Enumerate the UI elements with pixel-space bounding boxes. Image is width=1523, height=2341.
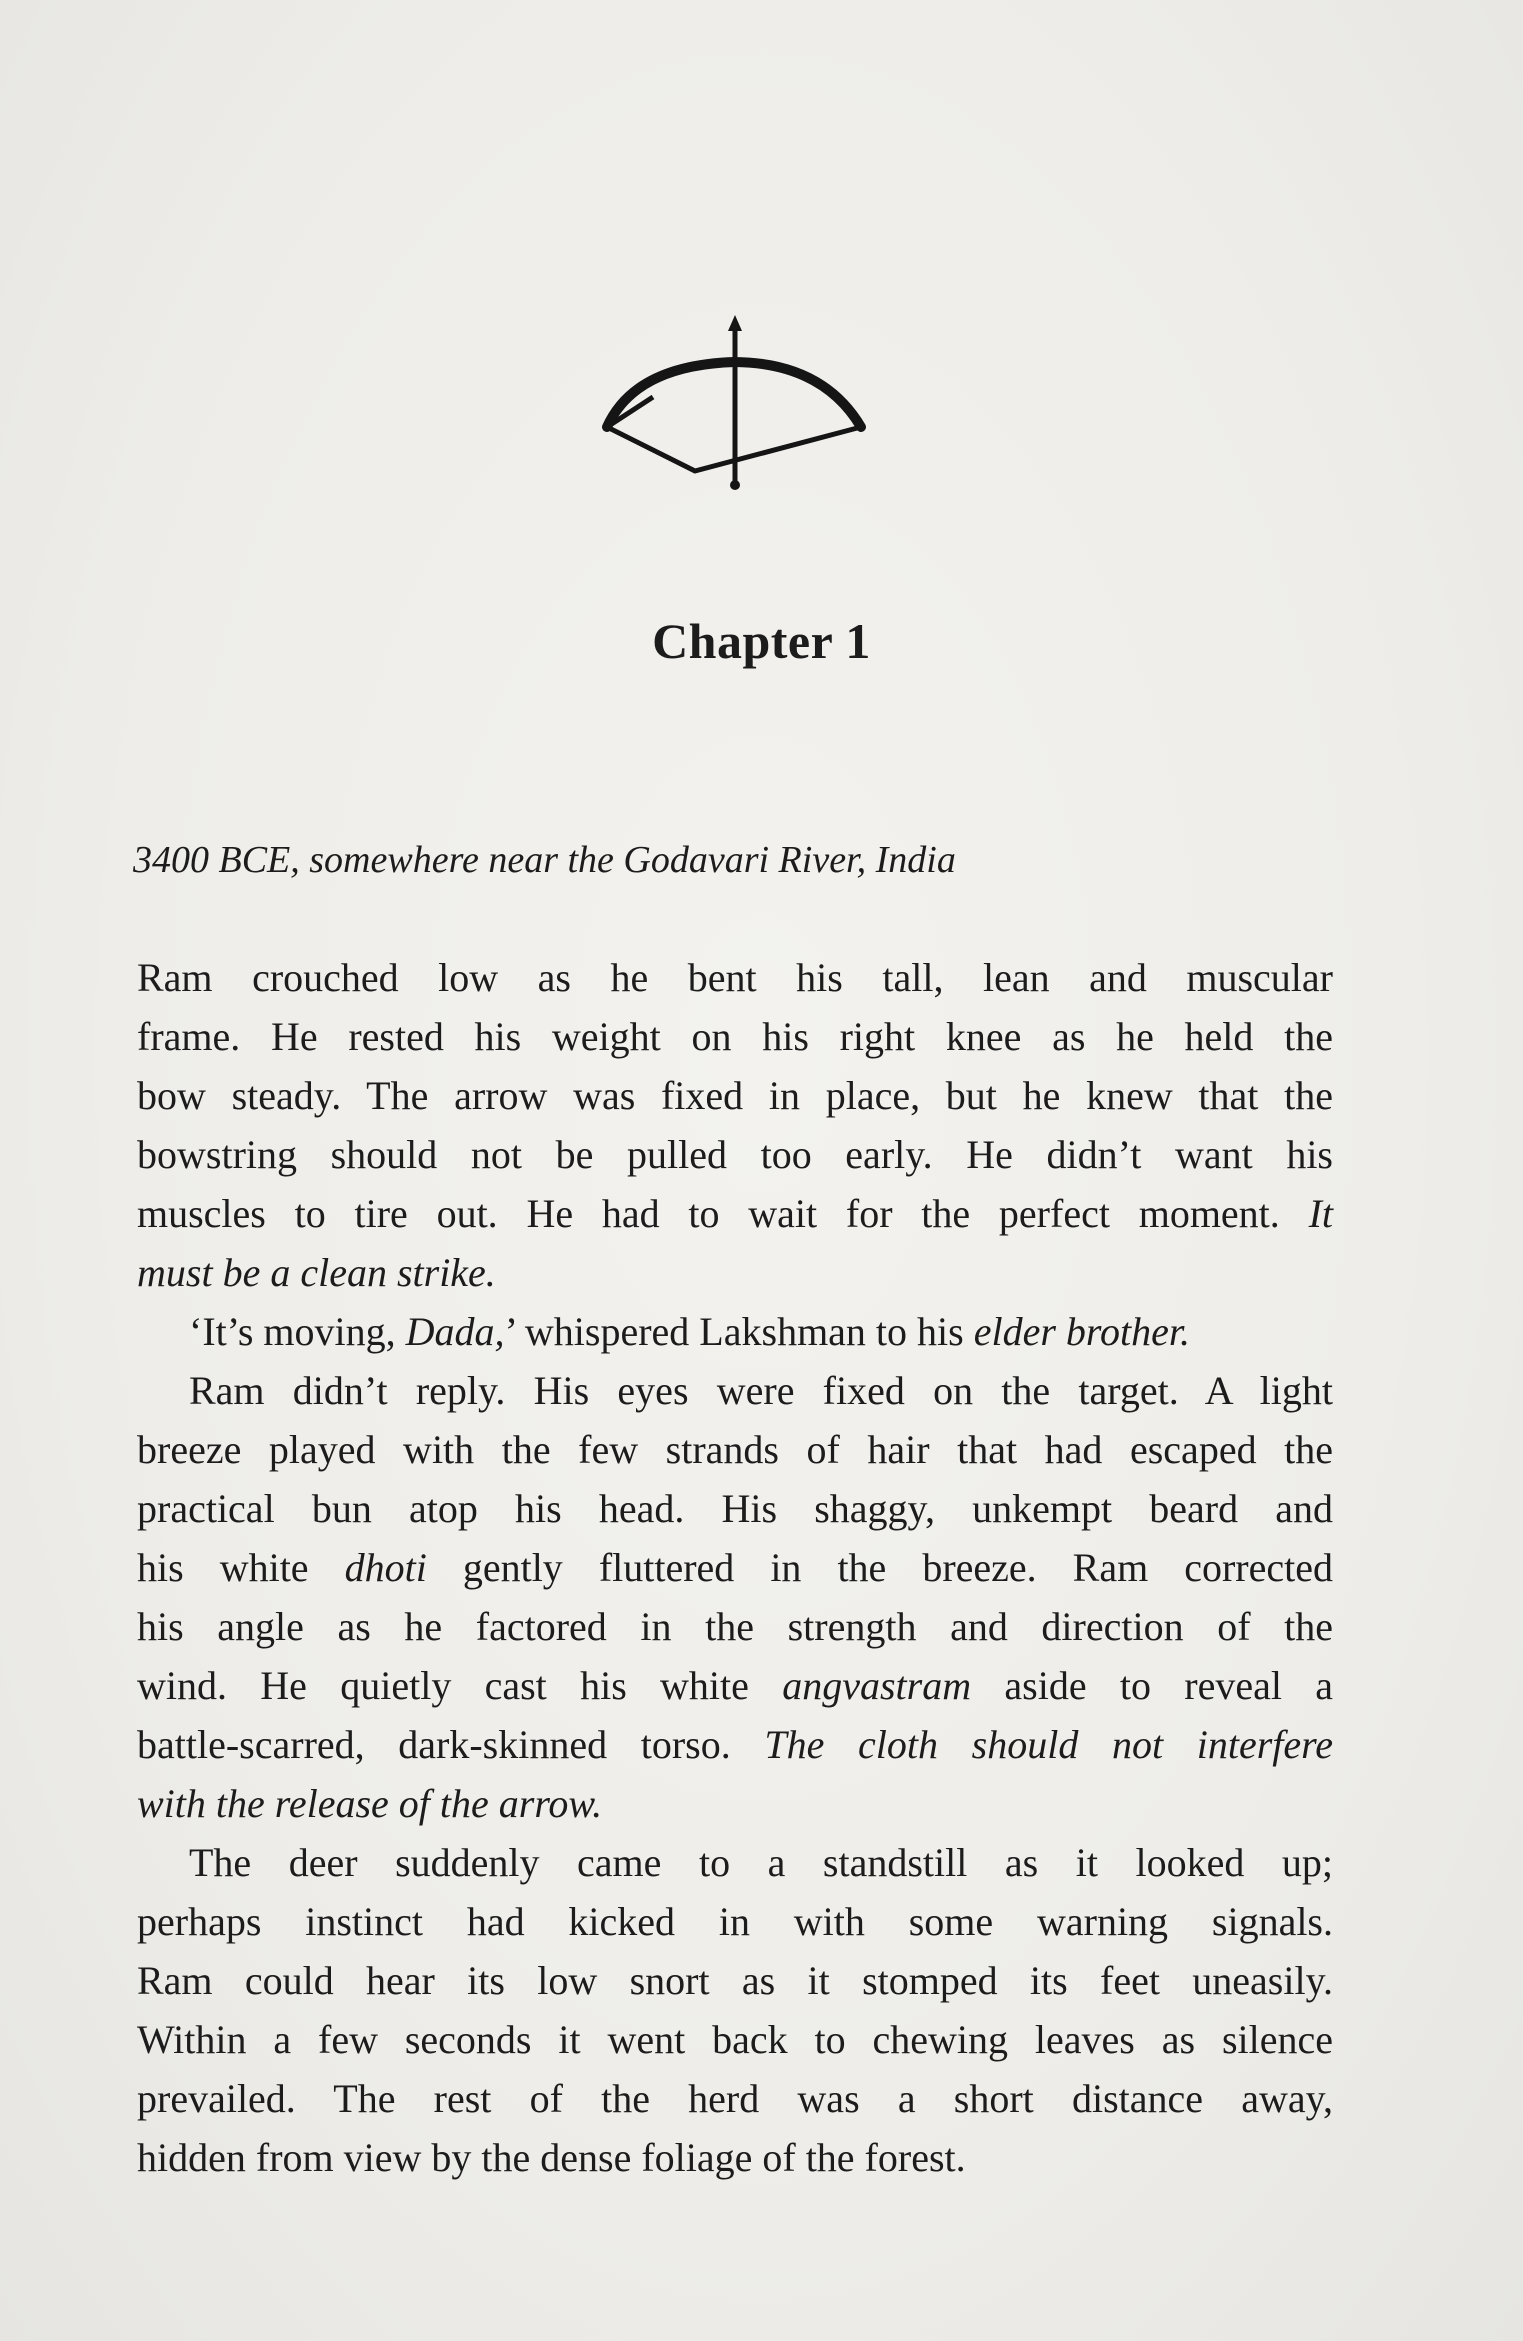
text-run: bow steady. The arrow was fixed in place, but he knew that the bbox=[137, 1073, 1333, 1118]
text-run: wind. He quietly cast his white bbox=[137, 1663, 783, 1708]
italic-text: with the release of the arrow. bbox=[137, 1781, 603, 1826]
text-run: Ram didn’t reply. His eyes were fixed on the target. A light bbox=[189, 1368, 1333, 1413]
italic-text: elder brother. bbox=[973, 1309, 1191, 1354]
text-line bbox=[137, 1361, 1333, 1420]
text-run: bowstring should not be pulled too early. He didn’t want his bbox=[137, 1132, 1333, 1177]
text-line bbox=[137, 1420, 1333, 1479]
text-line bbox=[137, 948, 1333, 1007]
text-line bbox=[137, 1833, 1333, 1892]
text-run: his angle as he factored in the strength and direction of the bbox=[137, 1604, 1333, 1649]
text-line bbox=[137, 1302, 1333, 1361]
text-line bbox=[137, 1184, 1333, 1243]
text-line bbox=[137, 1007, 1333, 1066]
chapter-dateline: 3400 BCE, somewhere near the Godavari River, India bbox=[133, 839, 956, 881]
text-line bbox=[137, 1597, 1333, 1656]
text-run: Within a few seconds it went back to chewing leaves as silence bbox=[137, 2017, 1333, 2062]
text-run: Ram crouched low as he bent his tall, lean and muscular bbox=[137, 955, 1333, 1000]
text-run: practical bun atop his head. His shaggy, unkempt beard and bbox=[137, 1486, 1333, 1531]
italic-text: The cloth should not interfere bbox=[764, 1722, 1334, 1767]
text-run: The deer suddenly came to a standstill as it looked up; bbox=[189, 1840, 1333, 1885]
text-line bbox=[137, 2010, 1333, 2069]
text-run: aside to reveal a bbox=[971, 1663, 1333, 1708]
chapter-body-text bbox=[137, 948, 1333, 2187]
text-line bbox=[137, 1892, 1333, 1951]
italic-text: angvastram bbox=[782, 1663, 972, 1708]
paragraph bbox=[137, 948, 1333, 1302]
text-run: hidden from view by the dense foliage of the forest. bbox=[137, 2135, 966, 2180]
chapter-title: Chapter 1 bbox=[652, 613, 871, 669]
text-run: frame. He rested his weight on his right knee as he held the bbox=[137, 1014, 1333, 1059]
text-run: breeze played with the few strands of hair that had escaped the bbox=[137, 1427, 1333, 1472]
text-run: prevailed. The rest of the herd was a short distance away, bbox=[137, 2076, 1333, 2121]
text-line bbox=[137, 1774, 1333, 1833]
text-line bbox=[137, 1951, 1333, 2010]
paragraph bbox=[137, 1833, 1333, 2187]
text-run: Ram could hear its low snort as it stomped its feet uneasily. bbox=[137, 1958, 1333, 2003]
italic-text: Dada, bbox=[405, 1309, 505, 1354]
text-line bbox=[137, 1125, 1333, 1184]
paragraph bbox=[137, 1361, 1333, 1833]
bow-and-arrow-icon bbox=[595, 315, 875, 495]
text-line bbox=[137, 1538, 1333, 1597]
text-run: battle-scarred, dark-skinned torso. bbox=[137, 1722, 765, 1767]
text-line bbox=[137, 2069, 1333, 2128]
italic-text: It bbox=[1308, 1191, 1333, 1236]
text-run: muscles to tire out. He had to wait for the perfect moment. bbox=[137, 1191, 1309, 1236]
italic-text: dhoti bbox=[344, 1545, 427, 1590]
text-run: gently fluttered in the breeze. Ram corrected bbox=[426, 1545, 1333, 1590]
text-line bbox=[137, 2128, 1333, 2187]
text-line bbox=[137, 1656, 1333, 1715]
italic-text: must be a clean strike. bbox=[137, 1250, 496, 1295]
text-run: ’ whispered Lakshman to his bbox=[504, 1309, 974, 1354]
paragraph bbox=[137, 1302, 1333, 1361]
text-line bbox=[137, 1479, 1333, 1538]
text-line bbox=[137, 1243, 1333, 1302]
text-run: perhaps instinct had kicked in with some warning signals. bbox=[137, 1899, 1333, 1944]
text-line bbox=[137, 1715, 1333, 1774]
text-run: his white bbox=[137, 1545, 345, 1590]
text-run: ‘It’s moving, bbox=[189, 1309, 406, 1354]
text-line bbox=[137, 1066, 1333, 1125]
